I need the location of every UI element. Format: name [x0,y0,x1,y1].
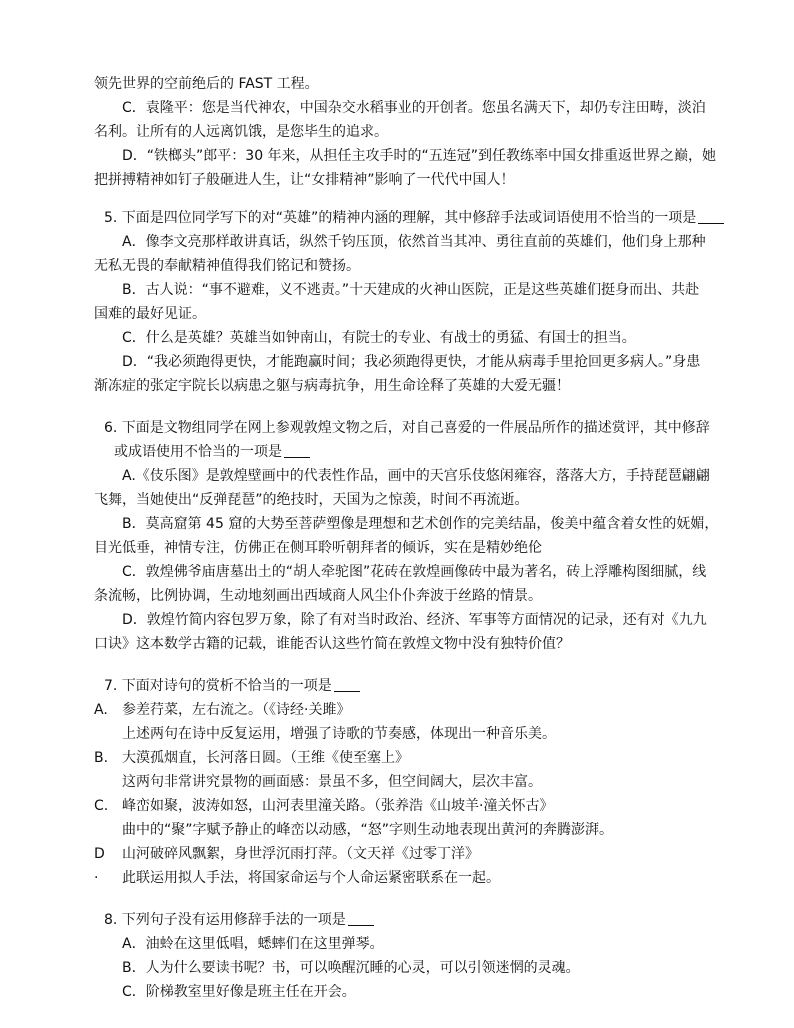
q5-option-c: C．什么是英雄？英雄当如钟南山，有院士的专业、有战士的勇猛、有国士的担当。 [122,330,636,346]
q6-option-b-cont: 目光低垂，神情专注，仿佛正在侧耳聆听朝拜者的倾诉，实在是精妙绝伦 [94,540,542,556]
q5-option-a-cont: 无私无畏的奉献精神值得我们铭记和赞扬。 [94,258,360,274]
q6-option-c: C．敦煌佛爷庙唐墓出土的“胡人牵驼图”花砖在敦煌画像砖中最为著名，砖上浮雕构图细腻，线 [122,564,707,580]
q4-option-c: C．袁隆平：您是当代神农，中国杂交水稻事业的开创者。您虽名满天下，却仍专注田畴，淡泊 [122,100,706,116]
q6-option-a: A.《伎乐图》是敦煌壁画中的代表性作品，画中的天宫乐伎悠闲雍容，落落大方，手持琵琶翩翩 [122,468,710,484]
q6-option-d-cont: 口诀》这本数学古籍的记载，谁能否认这些竹简在敦煌文物中没有独特价值？ [94,636,570,652]
q7-option-b: 大漠孤烟直，长河落日圆。（王维《使至塞上》 [122,750,409,766]
q6-stem-cont [114,442,310,462]
q7-option-c-analysis: 曲中的“聚”字赋予静止的峰峦以动感，“怒”字则生动地表现出黄河的奔腾澎湃。 [122,822,614,838]
q4-option-d-cont: 把拼搏精神如钉子般砸进人生，让“女排精神”影响了一代代中国人！ [94,172,515,188]
q8-option-a: A．油蛉在这里低唱，蟋蟀们在这里弹琴。 [122,936,384,952]
q7-option-a-analysis: 上述两句在诗中反复运用，增强了诗歌的节奏感，体现出一种音乐美。 [122,726,556,742]
q4-line: 领先世界的空前绝后的 FAST 工程。 [94,76,319,92]
q8-stem [104,910,374,930]
q7-stem [104,676,360,696]
q4-option-c-cont: 名利。让所有的人远离饥饿，是您毕生的追求。 [94,124,388,140]
q5-option-b-cont: 国难的最好见证。 [94,306,206,322]
q4-option-d: D．“铁榔头”郎平：30 年来，从担任主攻手时的“五连冠”到任教练率中国女排重返世界之巅，她 [122,148,717,164]
answer-blank[interactable] [334,677,360,692]
answer-blank[interactable] [284,443,310,458]
q7-option-d: 山河破碎风飘絮，身世浮沉雨打萍。（文天祥《过零丁洋》 [122,846,479,862]
q7-option-b-analysis: 这两句非常讲究景物的画面感：景虽不多，但空间阔大，层次丰富。 [122,774,542,790]
q5-option-d: D．“我必须跑得更快，才能跑赢时间；我必须跑得更快，才能从病毒手里抢回更多病人。”身患 [122,354,701,370]
q5-option-d-cont: 渐冻症的张定宇院长以病患之躯与病毒抗争，用生命诠释了英雄的大爱无疆！ [94,378,570,394]
q5-option-b: B．古人说：“事不避难，义不逃责。”十天建成的火神山医院，正是这些英雄们挺身而出、共赴 [122,282,700,298]
q7-option-c: 峰峦如聚，波涛如怒，山河表里潼关路。（张养浩《山坡羊·潼关怀古》 [122,798,554,814]
q7-option-d-dot: · [94,870,99,886]
q7-stem-text: 7. 下面对诗句的赏析不恰当的一项是 [104,678,332,694]
q7-option-d-label: D [94,846,105,862]
q7-option-a-label: A. [94,702,108,718]
answer-blank[interactable] [698,209,724,224]
q7-option-c-label: C. [94,798,109,814]
q8-option-b: B．人为什么要读书呢？书，可以唤醒沉睡的心灵，可以引领迷惘的灵魂。 [122,960,580,976]
q6-stem: 6. 下面是文物组同学在网上参观敦煌文物之后，对自己喜爱的一件展品所作的描述赏评，其中修辞 [104,420,710,436]
q6-option-d: D．敦煌竹简内容包罗万象，除了有对当时政治、经济、军事等方面情况的记录，还有对《九九 [122,612,707,628]
q7-option-a: 参差荇菜，左右流之。（《诗经·关雎》 [122,702,351,718]
q6-option-b: B．莫高窟第 45 窟的大势至菩萨塑像是理想和艺术创作的完美结晶，俊美中蕴含着女性的妩媚， [122,516,719,532]
q8-stem-text: 8. 下列句子没有运用修辞手法的一项是 [104,912,346,928]
q6-stem-text: 或成语使用不恰当的一项是 [114,444,282,460]
q7-option-b-label: B. [94,750,109,766]
q8-option-c: C．阶梯教室里好像是班主任在开会。 [122,984,356,1000]
q6-option-a-cont: 飞舞，当她使出“反弹琵琶”的绝技时，天国为之惊羡，时间不再流逝。 [94,492,529,508]
answer-blank[interactable] [348,911,374,926]
q5-option-a: A．像李文亮那样敢讲真话，纵然千钧压顶，依然首当其冲、勇往直前的英雄们，他们身上那种 [122,234,706,250]
q6-option-c-cont: 条流畅，比例协调，生动地刻画出西域商人风尘仆仆奔波于丝路的情景。 [94,588,542,604]
q5-stem-text: 5. 下面是四位同学写下的对“英雄”的精神内涵的理解，其中修辞手法或词语使用不恰当的一项是 [104,210,697,226]
q7-option-d-analysis: 此联运用拟人手法，将国家命运与个人命运紧密联系在一起。 [122,870,500,886]
q5-stem [104,208,724,228]
